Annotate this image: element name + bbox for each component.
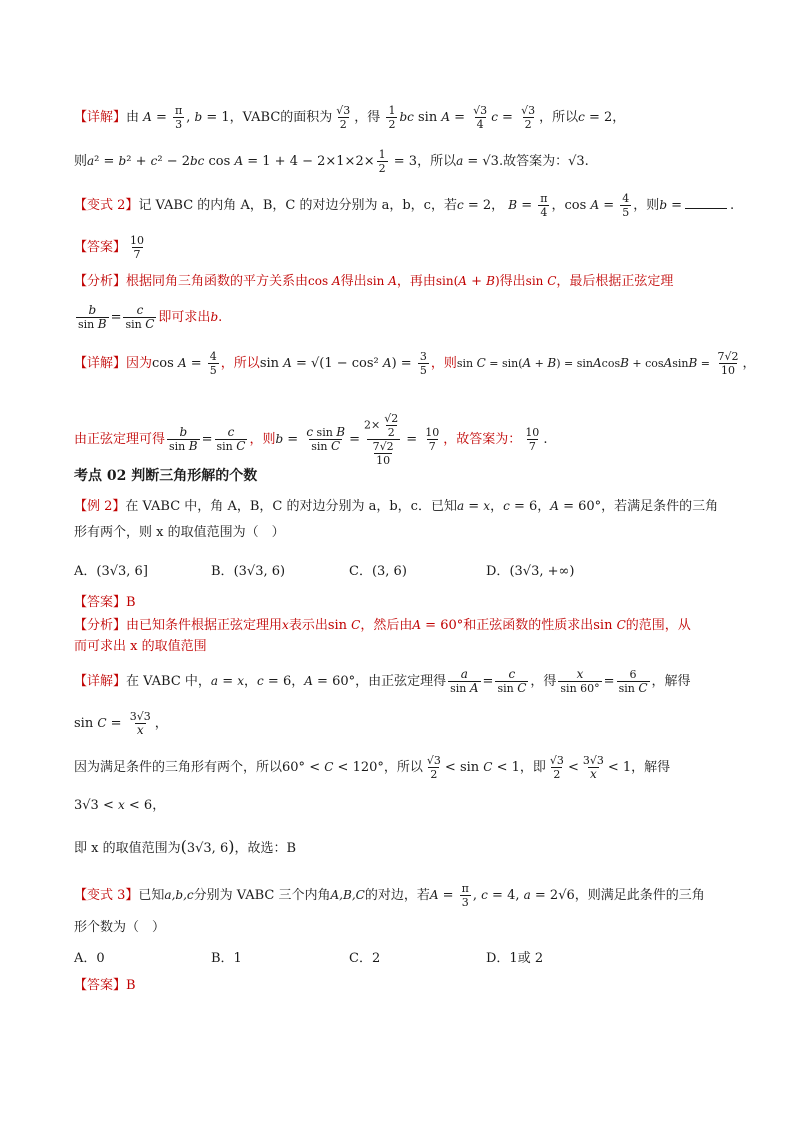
option3-c[interactable]: C．2 [349,951,381,966]
detail-3-line-2: sin C = $\frac{3√3}{x}$ ， [74,710,168,737]
detail-tag: 【详解】 [74,110,127,125]
detail-3-line-1: 【详解】在 VABC 中，a = x，c = 6，A = 60°，由正弦定理得 $\frac{a}{\text{sin A}}$ = $\frac{c}{\text{sin C}}$ ，得 $\frac{x}{\sin 60^\circ}$ = $\frac{6}{\text{sin C}}$ ，解得 [74,667,691,695]
option3-d[interactable]: D．1或 2 [486,951,544,966]
option3-a[interactable]: A．0 [74,951,105,966]
variant-3-line-1: 【变式 3】已知a,b,c分别为 VABC 三个内角A,B,C的对边，若A = $\frac{\pi}{3}$ , c = 4, a = 2√6，则满足此条件的三角 [74,882,705,909]
variant-3-line-2: 形个数为（ ） [74,920,166,935]
analysis-2-line-1: 【分析】根据同角三角函数的平方关系由cos A得出sin A，再由sin(A + B)得出sin C，最后根据正弦定理 [74,274,674,289]
detail-3-line-5: 即 x 的取值范围为(3√3, 6)，故选：B [74,837,297,856]
answer-4: 【答案】B [74,978,136,993]
section-heading: 考点 02 判断三角形解的个数 [74,468,258,484]
analysis-2-line-2: $\frac{b}{\text{sin B}}$ = $\frac{c}{\text{sin C}}$ 即可求出b. [78,303,223,331]
answer-blank [685,196,727,209]
analysis-3-line-1: 【分析】由已知条件根据正弦定理用x表示出sin C，然后由A = 60°和正弦函数的性质求出sin C的范围，从 [74,618,691,633]
option-d[interactable]: D．(3√3, +∞) [486,564,575,579]
option-b[interactable]: B．(3√3, 6) [211,564,286,579]
option3-b[interactable]: B．1 [211,951,242,966]
option-c[interactable]: C．(3, 6) [349,564,407,579]
detail-line-2: 则a² = b² + c² − 2bc cos A = 1 + 4 − 2×1×2× $\frac{1}{2}$ = 3，所以a = √3.故答案为：√3. [74,148,589,175]
answer-3: 【答案】B [74,595,136,610]
example-2-line-2: 形有两个，则 x 的取值范围为（ ） [74,525,285,540]
detail-line-1: 【详解】由 A = $\frac{\pi}{3}$ , b = 1，VABC的面积为 $\frac{√3}{2}$ ，得 $\frac{1}{2}$ bc sin A = $\frac{√3}{4}$ c = $\frac{√3}{2}$ ，所以c = 2， [74,104,626,131]
variant-2-question: 【变式 2】记 VABC 的内角 A，B，C 的对边分别为 a，b，c，若c = 2， B = $\frac{\pi}{4}$ ，cos A = $\frac{4}{5}$ ，则b = . [74,192,735,219]
detail-3-line-4: 3√3 < x < 6， [74,798,166,813]
option-a[interactable]: A．(3√3, 6] [74,564,148,579]
answer-2: 【答案】 $\frac{10}{7}$ [74,234,145,261]
detail-2-line-2: 由正弦定理可得 $\frac{b}{\text{sin B}}$ = $\frac{c}{\text{sin C}}$ ，则b = $\frac{\text{c sin B}}{\text{sin C}}$ = 2× $\frac{√2}{2}$ $\frac{7√2}{10}$ = $\frac{10}{7}$ ，故答案为： $\frac{10}{7}$ . [74,412,548,467]
analysis-3-line-2: 而可求出 x 的取值范围 [74,639,207,654]
example-2-line-1: 【例 2】在 VABC 中，角 A，B，C 的对边分别为 a，b，c．已知a = x，c = 6，A = 60°，若满足条件的三角 [74,499,719,514]
detail-3-line-3: 因为满足条件的三角形有两个，所以60° < C < 120°，所以 $\frac{√3}{2}$ < sin C < 1，即 $\frac{√3}{2}$ < $\frac{3√3}{x}$ < 1，解得 [74,754,671,781]
detail-2-line-1: 【详解】因为cos A = $\frac{4}{5}$ ，所以sin A = √(1 − cos² A) = $\frac{3}{5}$ ，则sin C = sin(A + B) = sinAcosB + cosAsinB = $\frac{7√2}{10}$ ， [74,350,756,377]
